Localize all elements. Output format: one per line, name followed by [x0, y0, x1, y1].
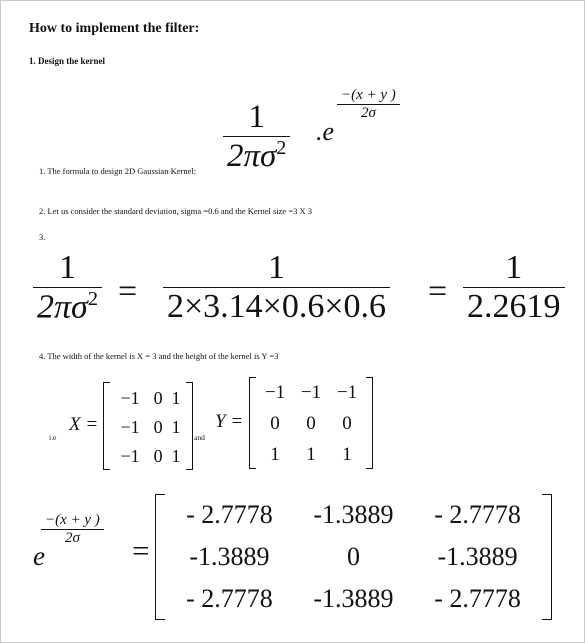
result-matrix-cell: -1.3889	[313, 500, 394, 529]
x-matrix-cell: 0	[153, 446, 163, 466]
equals-sign-2: =	[428, 273, 448, 310]
result-exp-base: e	[33, 541, 45, 571]
result-matrix-row	[165, 578, 542, 620]
formula-denominator: 2πσ	[227, 138, 277, 174]
step3-lhs-denominator: 2πσ	[37, 288, 88, 326]
step2-note: 2. Let us consider the standard deviation, sigma =0.6 and the Kernel size =3 X 3	[39, 206, 313, 216]
result-exp-numerator: −(x + y )	[45, 512, 100, 528]
result-matrix-row	[165, 494, 542, 536]
x-matrix	[103, 382, 193, 470]
step3-rhs-denominator: 2.2619	[467, 288, 561, 325]
formula-denominator-power: 2	[276, 137, 287, 159]
result-matrix-cell: - 2.7778	[434, 500, 521, 529]
result-exponent	[41, 512, 104, 547]
step3-lhs-numerator: 1	[59, 249, 76, 286]
x-matrix-cell: 0	[153, 417, 163, 437]
formula-exponent	[337, 87, 400, 122]
y-matrix-cell: 1	[270, 443, 280, 465]
x-matrix-row	[111, 384, 185, 413]
result-matrix-cell: - 2.7778	[186, 500, 273, 529]
x-matrix-cell: −1	[120, 388, 140, 408]
y-matrix-cell: 0	[270, 412, 280, 434]
x-matrix-cell: −1	[120, 417, 140, 437]
y-matrix-cell: −1	[300, 381, 322, 403]
gaussian-formula	[223, 99, 290, 175]
y-matrix-cell: 0	[306, 412, 316, 434]
result-matrix-row	[165, 536, 542, 578]
result-matrix-cell: -1.3889	[313, 584, 394, 613]
formula-fraction	[223, 99, 290, 175]
x-matrix-row	[111, 442, 185, 471]
step1-heading: 1. Design the kernel	[29, 56, 105, 66]
x-matrix-cell: 1	[171, 417, 181, 437]
result-matrix-cell: - 2.7778	[434, 584, 521, 613]
y-matrix-cell: −1	[336, 381, 358, 403]
x-matrix-label: X =	[69, 414, 99, 435]
step3-note: 3.	[39, 232, 46, 242]
y-matrix-cell: 0	[342, 412, 352, 434]
formula-exponent-numerator: −(x + y )	[341, 87, 396, 103]
x-matrix-cell: 1	[171, 446, 181, 466]
result-matrix	[155, 494, 552, 620]
result-matrix-cell: - 2.7778	[186, 584, 273, 613]
x-matrix-cell: −1	[120, 446, 140, 466]
result-matrix-cell: -1.3889	[189, 542, 270, 571]
y-matrix	[249, 377, 373, 469]
result-equals: =	[132, 533, 150, 568]
step3-mid-denominator: 2×3.14×0.6×0.6	[167, 288, 387, 325]
step1-note: 1. The formula to design 2D Gaussian Kernel:	[39, 166, 197, 176]
formula-numerator: 1	[248, 99, 265, 135]
result-matrix-cell: 0	[346, 542, 360, 571]
formula-multiplier: .e	[316, 117, 335, 146]
y-matrix-cell: −1	[264, 381, 286, 403]
formula-exponent-denominator: 2σ	[360, 105, 376, 121]
y-matrix-label: Y =	[215, 411, 244, 432]
page-title: How to implement the filter:	[29, 21, 200, 36]
y-matrix-row	[257, 439, 365, 470]
step3-mid-numerator: 1	[268, 249, 286, 286]
x-matrix-row	[111, 413, 185, 442]
result-matrix-cell: -1.3889	[437, 542, 518, 571]
y-matrix-cell: 1	[342, 443, 352, 465]
step3-mid-fraction	[163, 249, 390, 326]
result-exp-denominator: 2σ	[64, 530, 80, 546]
x-matrix-cell: 0	[153, 388, 163, 408]
step3-rhs-numerator: 1	[505, 249, 523, 286]
y-matrix-row	[257, 377, 365, 408]
step3-lhs-fraction: $\frac{1}{2\pi\sigma^2}$	[33, 249, 102, 326]
y-matrix-cell: 1	[306, 443, 316, 465]
step3-rhs-fraction	[463, 249, 565, 326]
and-label: and	[194, 433, 205, 442]
step4-note: 4. The width of the kernel is X = 3 and the height of the kernel is Y =3	[39, 351, 279, 361]
y-matrix-row	[257, 408, 365, 439]
x-matrix-cell: 1	[171, 388, 181, 408]
ie-label: i.e	[49, 433, 57, 442]
equals-sign-1: =	[118, 273, 138, 310]
